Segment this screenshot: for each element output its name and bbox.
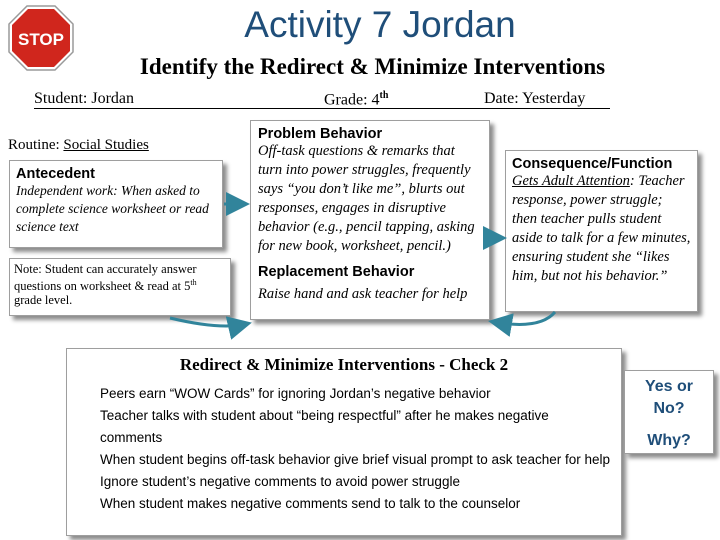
arrow-consequence-to-replacement <box>494 312 555 324</box>
consequence-text: : Teacher response, power struggle; then teacher pulls student aside to talk for a few minutes, ensuring student she “likes him, but not his behavior.” <box>512 173 691 284</box>
antecedent-text: Independent work: When asked to complete science worksheet or read science text <box>16 183 209 234</box>
routine-field <box>8 137 149 154</box>
consequence-box <box>505 150 698 312</box>
note-box <box>9 258 231 316</box>
note-sup: th <box>190 278 197 287</box>
intervention-text: When student begins off-task behavior give brief visual prompt to ask teacher for help <box>100 452 611 467</box>
interventions-check-box <box>66 348 622 536</box>
intervention-text: Ignore student’s negative comments to avoid power struggle <box>100 474 460 489</box>
student-label: Student: <box>34 90 88 107</box>
check-title: Redirect & Minimize Interventions - Check 2 <box>179 355 509 374</box>
note-text: Note: Student can accurately answer questions on worksheet & read at 5 <box>14 262 197 294</box>
intervention-item[interactable] <box>75 383 613 405</box>
grade-value: 4 <box>371 91 380 109</box>
problem-behavior-title: Problem Behavior <box>258 126 383 142</box>
intervention-item[interactable] <box>75 471 613 493</box>
student-value: Jordan <box>91 90 134 107</box>
student-field <box>34 90 134 108</box>
checkbox-icon[interactable] <box>75 405 100 449</box>
antecedent-box <box>9 160 223 248</box>
behavior-box <box>250 120 490 320</box>
intervention-text: Teacher talks with student about “being respectful” after he makes negative comments <box>100 408 549 445</box>
yes-no-question: Yes or No? <box>644 378 694 417</box>
grade-suffix: th <box>379 90 389 101</box>
yes-no-box <box>624 370 714 454</box>
intervention-item[interactable] <box>75 493 613 515</box>
routine-label: Routine: <box>8 137 60 153</box>
checkbox-icon[interactable] <box>75 449 100 471</box>
page-subtitle: Identify the Redirect & Minimize Interventions <box>139 54 606 79</box>
consequence-function: Gets Adult Attention <box>512 173 630 189</box>
checkbox-icon[interactable] <box>75 493 100 515</box>
page-title: Activity 7 Jordan <box>244 4 516 45</box>
problem-behavior-text: Off-task questions & remarks that turn into power struggles, frequently says “you don’t like me”, blurts out responses, engages in disruptive behavior (e.g., pencil tapping, asking for new book, worksheet, pencil.) <box>258 143 475 254</box>
why-label: Why? <box>647 432 691 449</box>
intervention-item[interactable] <box>75 405 613 449</box>
date-value: Yesterday <box>522 90 586 107</box>
header-underline <box>34 108 610 109</box>
date-field <box>484 90 585 108</box>
checkbox-icon[interactable] <box>75 471 100 493</box>
stop-sign-text: STOP <box>18 30 64 49</box>
date-label: Date: <box>484 90 519 107</box>
grade-field <box>324 90 388 109</box>
intervention-item[interactable] <box>75 449 613 471</box>
checkbox-icon[interactable] <box>75 383 100 405</box>
arrow-note-to-replacement <box>170 318 246 326</box>
replacement-behavior-title: Replacement Behavior <box>258 264 415 280</box>
intervention-text: Peers earn “WOW Cards” for ignoring Jordan’s negative behavior <box>100 386 491 401</box>
consequence-title: Consequence/Function <box>512 156 673 172</box>
intervention-list <box>75 383 613 515</box>
routine-value: Social Studies <box>63 137 149 153</box>
antecedent-title: Antecedent <box>16 166 95 182</box>
replacement-behavior-text: Raise hand and ask teacher for help <box>258 286 468 302</box>
grade-label: Grade: <box>324 91 368 109</box>
note-text-end: grade level. <box>14 293 73 308</box>
intervention-text: When student makes negative comments send to talk to the counselor <box>100 496 521 511</box>
